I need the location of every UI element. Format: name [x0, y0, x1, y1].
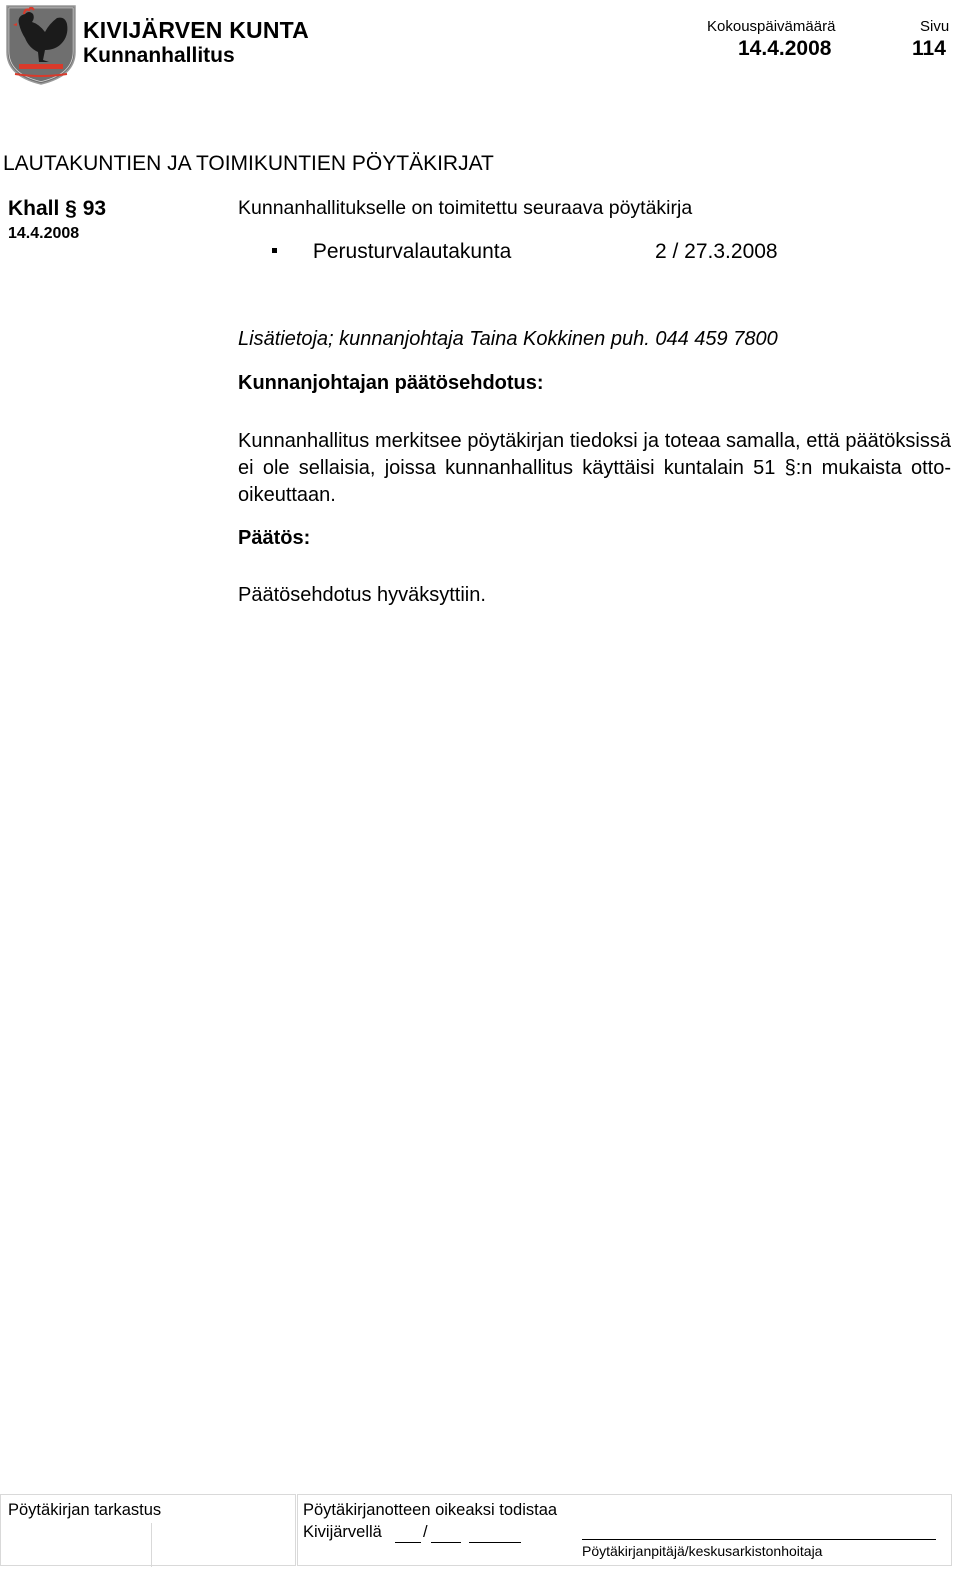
intro-text: Kunnanhallitukselle on toimitettu seuraava pöytäkirja [238, 197, 693, 219]
certification-place [303, 1523, 428, 1542]
proposal-heading: Kunnanjohtajan päätösehdotus: [238, 372, 544, 394]
section-title: LAUTAKUNTIEN JA TOIMIKUNTIEN PÖYTÄKIRJAT [3, 152, 494, 175]
meeting-date: 14.4.2008 [738, 37, 832, 60]
day-blank-line [395, 1542, 421, 1543]
page-number: 114 [912, 37, 946, 60]
certification-box [297, 1494, 952, 1566]
decision-text: Päätösehdotus hyväksyttiin. [238, 584, 486, 606]
signer-title: Pöytäkirjanpitäjä/keskusarkistonhoitaja [582, 1543, 823, 1559]
list-item [272, 240, 778, 264]
inspection-box [0, 1494, 296, 1566]
municipal-crest-logo [5, 4, 77, 86]
page-label: Sivu [920, 18, 950, 35]
proposal-text: Kunnanhallitus merkitsee pöytäkirjan tiedoksi ja toteaa samalla, että päätöksissä ei ole sellaisia, joissa kunnanhallitus käyttäisi kuntalain 51 §:n mukaista otto-oikeuttaan. [238, 430, 951, 506]
place-name: Kivijärvellä [303, 1523, 382, 1541]
date-separator: / [423, 1523, 428, 1541]
paragraph-id: Khall § 93 [8, 197, 107, 220]
paragraph-date: 14.4.2008 [8, 225, 80, 242]
certification-label: Pöytäkirjanotteen oikeaksi todistaa [303, 1501, 558, 1519]
inspection-signature-cell [151, 1523, 298, 1567]
meeting-date-label: Kokouspäivämäärä [707, 18, 836, 35]
signature-line [582, 1539, 936, 1540]
list-item-name: Perusturvalautakunta [312, 240, 512, 263]
list-item-ref: 2 / 27.3.2008 [655, 240, 778, 263]
inspection-label: Pöytäkirjan tarkastus [8, 1501, 162, 1519]
month-blank-line [431, 1542, 461, 1543]
footer [0, 1494, 952, 1566]
contact-info: Lisätietoja; kunnanjohtaja Taina Kokkinen puh. 044 459 7800 [238, 328, 778, 350]
organization-name: KIVIJÄRVEN KUNTA [83, 17, 309, 43]
decision-heading: Päätös: [238, 527, 311, 549]
organization-unit: Kunnanhallitus [83, 44, 235, 67]
year-blank-line [469, 1542, 521, 1543]
bullet-icon [272, 248, 277, 253]
